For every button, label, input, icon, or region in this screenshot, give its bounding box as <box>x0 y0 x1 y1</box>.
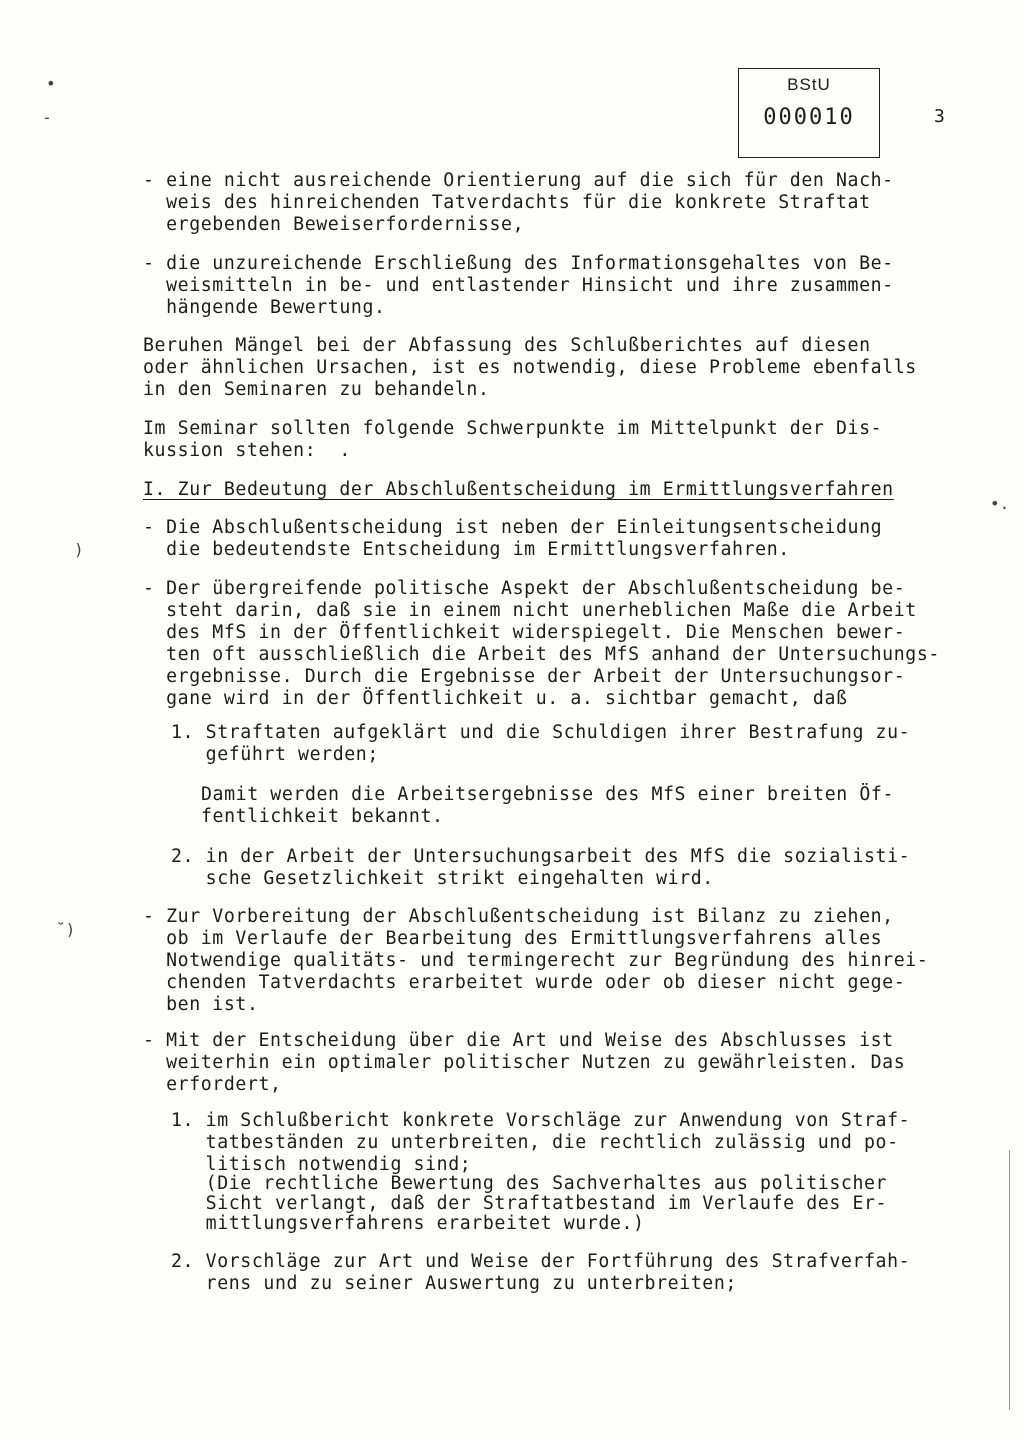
page-number: 3 <box>934 106 945 127</box>
stamp-org: BStU <box>787 75 831 94</box>
text-line: - Die Abschlußentscheidung ist neben der Einleitungsentscheidung <box>143 517 883 538</box>
text-line: Damit werden die Arbeitsergebnisse des MfS einer breiten Öf- <box>201 784 894 805</box>
text-line: - Der übergreifende politische Aspekt der Abschlußentscheidung be- <box>143 578 906 599</box>
text-line: ben ist. <box>143 994 259 1015</box>
text-line: rens und zu seiner Auswertung zu unterbreiten; <box>171 1273 737 1294</box>
text-line: in den Seminaren zu behandeln. <box>143 379 490 400</box>
text-line: gane wird in der Öffentlichkeit u. a. sichtbar gemacht, daß <box>143 688 848 709</box>
text-line: ten oft ausschließlich die Arbeit des MfS anhand der Untersuchungs- <box>143 644 940 665</box>
text-line: 1. Straftaten aufgeklärt und die Schuldigen ihrer Bestrafung zu- <box>171 722 911 743</box>
text-line: sche Gesetzlichkeit strikt eingehalten wird. <box>171 868 714 889</box>
text-line: weiterhin ein optimaler politischer Nutzen zu gewährleisten. Das <box>143 1052 906 1073</box>
text-line: geführt werden; <box>171 744 379 765</box>
text-line: weismitteln in be- und entlastender Hinsicht und ihre zusammen- <box>143 275 894 296</box>
text-line: erfordert, <box>143 1074 282 1095</box>
margin-mark: • <box>46 74 56 93</box>
text-line: hängende Bewertung. <box>143 297 386 318</box>
text-line: mittlungsverfahrens erarbeitet wurde.) <box>171 1213 645 1234</box>
text-line: litisch notwendig sind; <box>171 1154 472 1175</box>
text-line: ergebenden Beweiserfordernisse, <box>143 214 525 235</box>
text-line: fentlichkeit bekannt. <box>201 806 444 827</box>
stamp-number: 000010 <box>763 105 855 130</box>
scan-edge <box>1009 1150 1010 1410</box>
text-line: ergebnisse. Durch die Ergebnisse der Arbeit der Untersuchungsor- <box>143 666 906 687</box>
text-line: weis des hinreichenden Tatverdachts für die konkrete Straftat <box>143 192 871 213</box>
text-line: - eine nicht ausreichende Orientierung auf die sich für den Nach- <box>143 170 894 191</box>
text-line: chenden Tatverdachts erarbeitet wurde oder ob dieser nicht gege- <box>143 972 906 993</box>
margin-mark: - <box>42 108 52 127</box>
text-line: 1. im Schlußbericht konkrete Vorschläge zur Anwendung von Straf- <box>171 1110 911 1131</box>
section-heading: I. Zur Bedeutung der Abschlußentscheidung im Ermittlungsverfahren <box>143 479 894 500</box>
text-line: Sicht verlangt, daß der Straftatbestand im Verlaufe des Er- <box>171 1193 888 1214</box>
archive-stamp <box>738 68 880 158</box>
text-line: - die unzureichende Erschließung des Informationsgehaltes von Be- <box>143 253 894 274</box>
text-line: 2. in der Arbeit der Untersuchungsarbeit des MfS die sozialisti- <box>171 846 911 867</box>
text-line: steht darin, daß sie in einem nicht unerheblichen Maße die Arbeit <box>143 600 917 621</box>
margin-mark: ) <box>74 540 84 559</box>
text-line: die bedeutendste Entscheidung im Ermittlungsverfahren. <box>143 539 790 560</box>
text-line: tatbeständen zu unterbreiten, die rechtlich zulässig und po- <box>171 1132 899 1153</box>
text-line: Im Seminar sollten folgende Schwerpunkte im Mittelpunkt der Dis- <box>143 418 883 439</box>
text-line: (Die rechtliche Bewertung des Sachverhaltes aus politischer <box>171 1173 888 1194</box>
text-line: 2. Vorschläge zur Art und Weise der Fortführung des Strafverfah- <box>171 1251 911 1272</box>
margin-mark: •. <box>990 494 1010 513</box>
text-line: - Mit der Entscheidung über die Art und Weise des Abschlusses ist <box>143 1030 894 1051</box>
text-line: kussion stehen: . <box>143 440 351 461</box>
text-line: - Zur Vorbereitung der Abschlußentscheidung ist Bilanz zu ziehen, <box>143 906 894 927</box>
text-line: ob im Verlaufe der Bearbeitung des Ermittlungsverfahrens alles <box>143 928 883 949</box>
text-line: des MfS in der Öffentlichkeit widerspiegelt. Die Menschen bewer- <box>143 622 906 643</box>
margin-mark: ˘) <box>56 920 76 939</box>
text-line: Beruhen Mängel bei der Abfassung des Schlußberichtes auf diesen <box>143 335 871 356</box>
text-line: oder ähnlichen Ursachen, ist es notwendig, diese Probleme ebenfalls <box>143 357 917 378</box>
text-line: Notwendige qualitäts- und termingerecht zur Begründung des hinrei- <box>143 950 929 971</box>
